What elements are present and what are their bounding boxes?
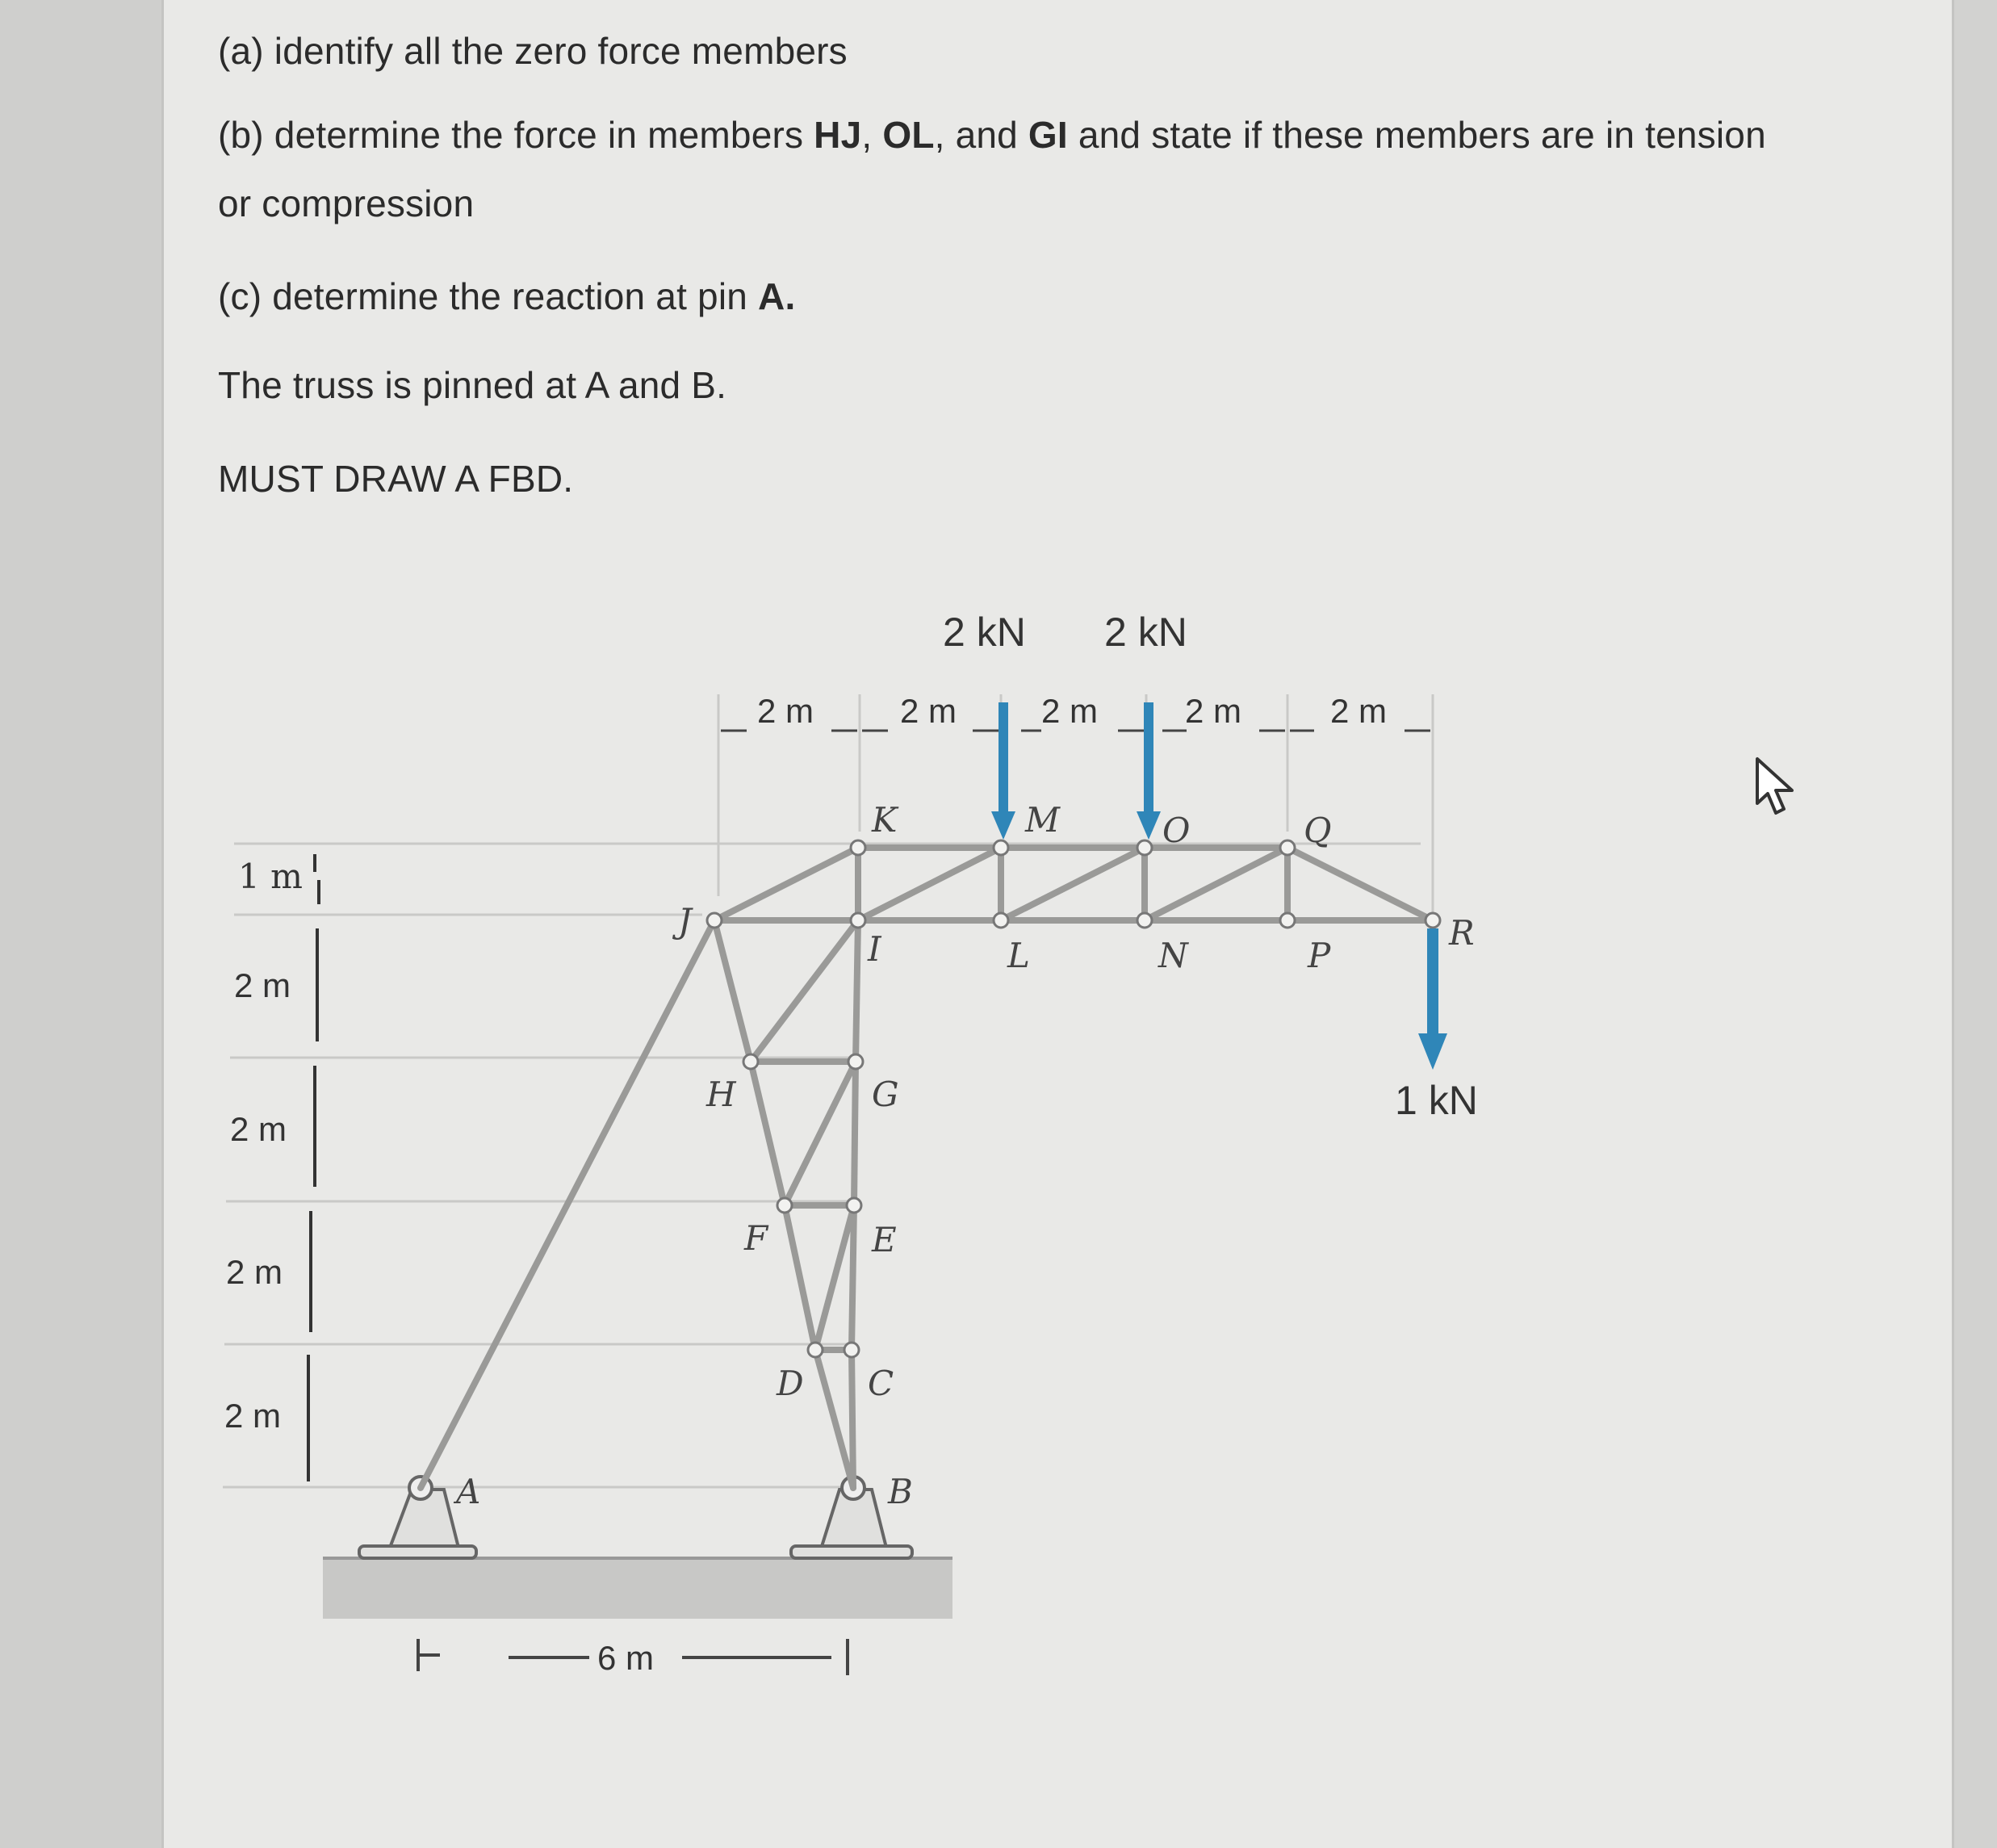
node-label-e: E — [872, 1220, 897, 1259]
base-dim-label: 6 m — [597, 1639, 655, 1677]
node-label-l: L — [1007, 936, 1030, 975]
node-label-p: P — [1308, 936, 1331, 975]
member-gi: GI — [1028, 114, 1068, 156]
top-dim-5: 2 m — [1330, 692, 1388, 730]
load-arrow-o — [1137, 702, 1161, 840]
member-hj: HJ — [814, 114, 862, 156]
node-label-k: K — [872, 800, 898, 840]
ground — [323, 1558, 952, 1619]
top-dim-1: 2 m — [757, 692, 814, 730]
left-dim-2: 2 m — [234, 966, 291, 1004]
truss-members — [421, 848, 1433, 1488]
node-label-b: B — [888, 1472, 913, 1511]
load-label-1: 2 kN — [943, 610, 1026, 655]
load-label-2: 2 kN — [1104, 610, 1187, 655]
question-b-sep1: , — [861, 114, 883, 156]
pin-a-label: A. — [758, 275, 796, 317]
left-dim-4: 2 m — [226, 1253, 283, 1291]
node-label-n: N — [1158, 936, 1188, 975]
top-dim-4: 2 m — [1185, 692, 1242, 730]
load-arrow-m — [991, 702, 1015, 840]
question-c-text: (c) determine the reaction at pin — [218, 275, 759, 317]
pinned-statement: The truss is pinned at A and B. — [218, 364, 727, 406]
node-label-d: D — [777, 1364, 804, 1403]
node-label-q: Q — [1304, 811, 1332, 850]
question-b-line2: or compression — [218, 182, 475, 224]
reference-lines — [223, 844, 1421, 1487]
node-label-h: H — [706, 1075, 736, 1114]
load-arrow-r — [1418, 928, 1447, 1070]
fbd-instruction: MUST DRAW A FBD. — [218, 458, 574, 500]
left-dim-1: 1 m — [238, 857, 303, 896]
node-label-o: O — [1162, 811, 1191, 850]
question-a: (a) identify all the zero force members — [218, 30, 848, 72]
question-b-text-end: and state if these members are in tension — [1067, 114, 1766, 156]
top-dim-2: 2 m — [900, 692, 957, 730]
left-dimension-line — [308, 854, 319, 1481]
node-label-f: F — [744, 1218, 768, 1258]
mouse-cursor-icon — [1753, 755, 1802, 819]
left-dim-3: 2 m — [230, 1110, 287, 1148]
left-dim-5: 2 m — [224, 1397, 282, 1435]
question-b-sep2: , and — [934, 114, 1028, 156]
node-label-m: M — [1025, 800, 1061, 840]
question-b-text: (b) determine the force in members — [218, 114, 814, 156]
member-ol: OL — [882, 114, 935, 156]
node-label-j: J — [678, 901, 692, 941]
node-label-c: C — [868, 1364, 894, 1403]
node-label-i: I — [868, 929, 881, 969]
node-label-g: G — [872, 1075, 899, 1114]
top-dim-3: 2 m — [1041, 692, 1099, 730]
node-label-a: A — [456, 1472, 481, 1511]
load-label-3: 1 kN — [1395, 1078, 1478, 1123]
node-label-r: R — [1449, 913, 1475, 953]
